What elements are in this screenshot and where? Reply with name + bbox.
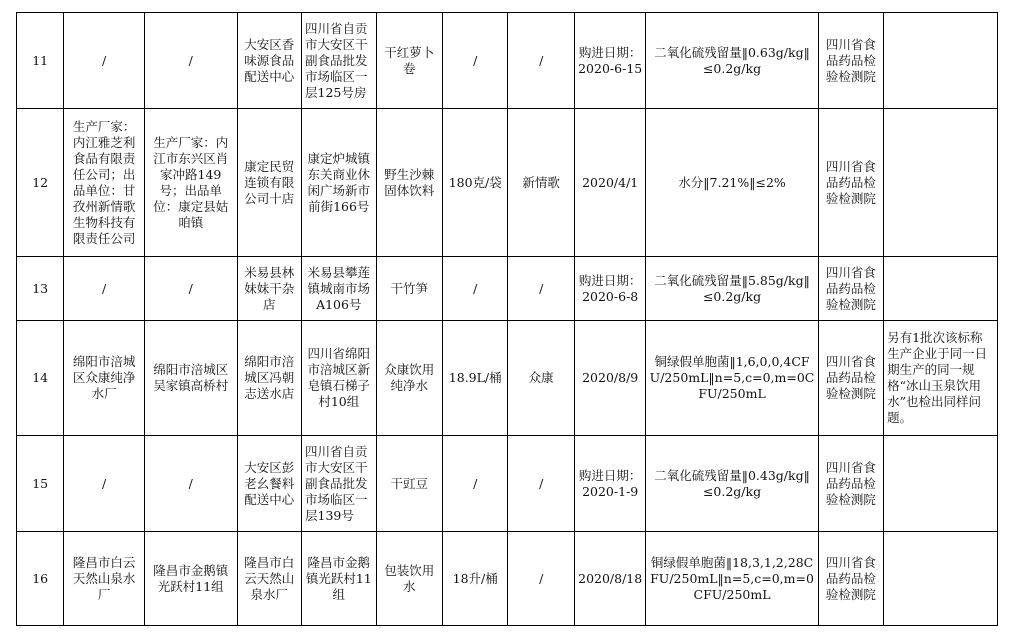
manufacturer-name: / [64, 436, 145, 532]
production-date: 2020/8/9 [574, 321, 646, 436]
product-brand: / [508, 436, 574, 532]
product-brand: / [508, 532, 574, 626]
nonconforming-item: 二氧化硫残留量‖0.63g/kg‖≤0.2g/kg [646, 13, 818, 109]
manufacturer-address: / [144, 436, 237, 532]
table-row [17, 13, 998, 109]
results-table [16, 12, 998, 626]
manufacturer-name: / [64, 13, 145, 109]
testing-agency: 四川省食品药品检验检测院 [818, 532, 883, 626]
manufacturer-name: / [64, 257, 145, 321]
manufacturer-name: 隆昌市白云天然山泉水厂 [64, 532, 145, 626]
row-number: 15 [17, 436, 64, 532]
product-spec: / [443, 436, 508, 532]
seller-address: 米易县攀莲镇城南市场A106号 [302, 257, 377, 321]
table-row [17, 321, 998, 436]
manufacturer-name: 生产厂家：内江雅芝利食品有限责任公司；出品单位：甘孜州新情歌生物科技有限责任公司 [64, 109, 145, 257]
product-name: 干豇豆 [376, 436, 442, 532]
product-brand: 众康 [508, 321, 574, 436]
seller-name: 绵阳市涪城区冯朝志送水店 [237, 321, 301, 436]
table-row [17, 436, 998, 532]
production-date: 购进日期：2020-6-8 [574, 257, 646, 321]
nonconforming-item: 铜绿假单胞菌‖1,6,0,0,4CFU/250mL‖n=5,c=0,m=0CFU/250mL [646, 321, 818, 436]
seller-name: 隆昌市白云天然山泉水厂 [237, 532, 301, 626]
seller-name: 康定民贸连锁有限公司十店 [237, 109, 301, 257]
testing-agency: 四川省食品药品检验检测院 [818, 321, 883, 436]
nonconforming-item: 二氧化硫残留量‖0.43g/kg‖≤0.2g/kg [646, 436, 818, 532]
testing-agency: 四川省食品药品检验检测院 [818, 13, 883, 109]
row-number: 16 [17, 532, 64, 626]
seller-address: 隆昌市金鹅镇光跃村11组 [302, 532, 377, 626]
product-brand: / [508, 13, 574, 109]
remark [884, 109, 998, 257]
product-brand: 新情歌 [508, 109, 574, 257]
manufacturer-address: / [144, 257, 237, 321]
product-name: 干红萝卜卷 [376, 13, 442, 109]
remark [884, 532, 998, 626]
seller-name: 大安区彭老幺餐料配送中心 [237, 436, 301, 532]
product-brand: / [508, 257, 574, 321]
production-date: 购进日期：2020-1-9 [574, 436, 646, 532]
testing-agency: 四川省食品药品检验检测院 [818, 257, 883, 321]
product-name: 众康饮用纯净水 [376, 321, 442, 436]
manufacturer-name: 绵阳市涪城区众康纯净水厂 [64, 321, 145, 436]
seller-address: 康定炉城镇东关商业休闲广场新市前街166号 [302, 109, 377, 257]
table-row [17, 257, 998, 321]
production-date: 2020/8/18 [574, 532, 646, 626]
row-number: 14 [17, 321, 64, 436]
production-date: 购进日期：2020-6-15 [574, 13, 646, 109]
remark [884, 257, 998, 321]
table-row [17, 109, 998, 257]
nonconforming-item: 水分‖7.21%‖≤2% [646, 109, 818, 257]
nonconforming-item: 铜绿假单胞菌‖18,3,1,2,28CFU/250mL‖n=5,c=0,m=0CFU/250mL [646, 532, 818, 626]
testing-agency: 四川省食品药品检验检测院 [818, 436, 883, 532]
production-date: 2020/4/1 [574, 109, 646, 257]
product-spec: 18升/桶 [443, 532, 508, 626]
manufacturer-address: 隆昌市金鹅镇光跃村11组 [144, 532, 237, 626]
product-spec: 180克/袋 [443, 109, 508, 257]
product-name: 干竹笋 [376, 257, 442, 321]
seller-address: 四川省绵阳市涪城区新皂镇石梯子村10组 [302, 321, 377, 436]
product-name: 包装饮用水 [376, 532, 442, 626]
seller-name: 大安区香味源食品配送中心 [237, 13, 301, 109]
manufacturer-address: 生产厂家：内江市东兴区肖家冲路149号；出品单位：康定县姑咱镇 [144, 109, 237, 257]
manufacturer-address: / [144, 13, 237, 109]
product-spec: 18.9L/桶 [443, 321, 508, 436]
row-number: 11 [17, 13, 64, 109]
product-spec: / [443, 257, 508, 321]
manufacturer-address: 绵阳市涪城区吴家镇高桥村 [144, 321, 237, 436]
nonconforming-item: 二氧化硫残留量‖5.85g/kg‖≤0.2g/kg [646, 257, 818, 321]
row-number: 12 [17, 109, 64, 257]
product-spec: / [443, 13, 508, 109]
seller-address: 四川省自贡市大安区干副食品批发市场临区一层125号房 [302, 13, 377, 109]
product-name: 野生沙棘固体饮料 [376, 109, 442, 257]
row-number: 13 [17, 257, 64, 321]
remark [884, 436, 998, 532]
remark: 另有1批次该标称生产企业于同一日期生产的同一规格“冰山玉泉饮用水”也检出同样问题。 [884, 321, 998, 436]
seller-name: 米易县林妹妹干杂店 [237, 257, 301, 321]
testing-agency: 四川省食品药品检验检测院 [818, 109, 883, 257]
table-row [17, 532, 998, 626]
seller-address: 四川省自贡市大安区干副食品批发市场临区一层139号 [302, 436, 377, 532]
remark [884, 13, 998, 109]
